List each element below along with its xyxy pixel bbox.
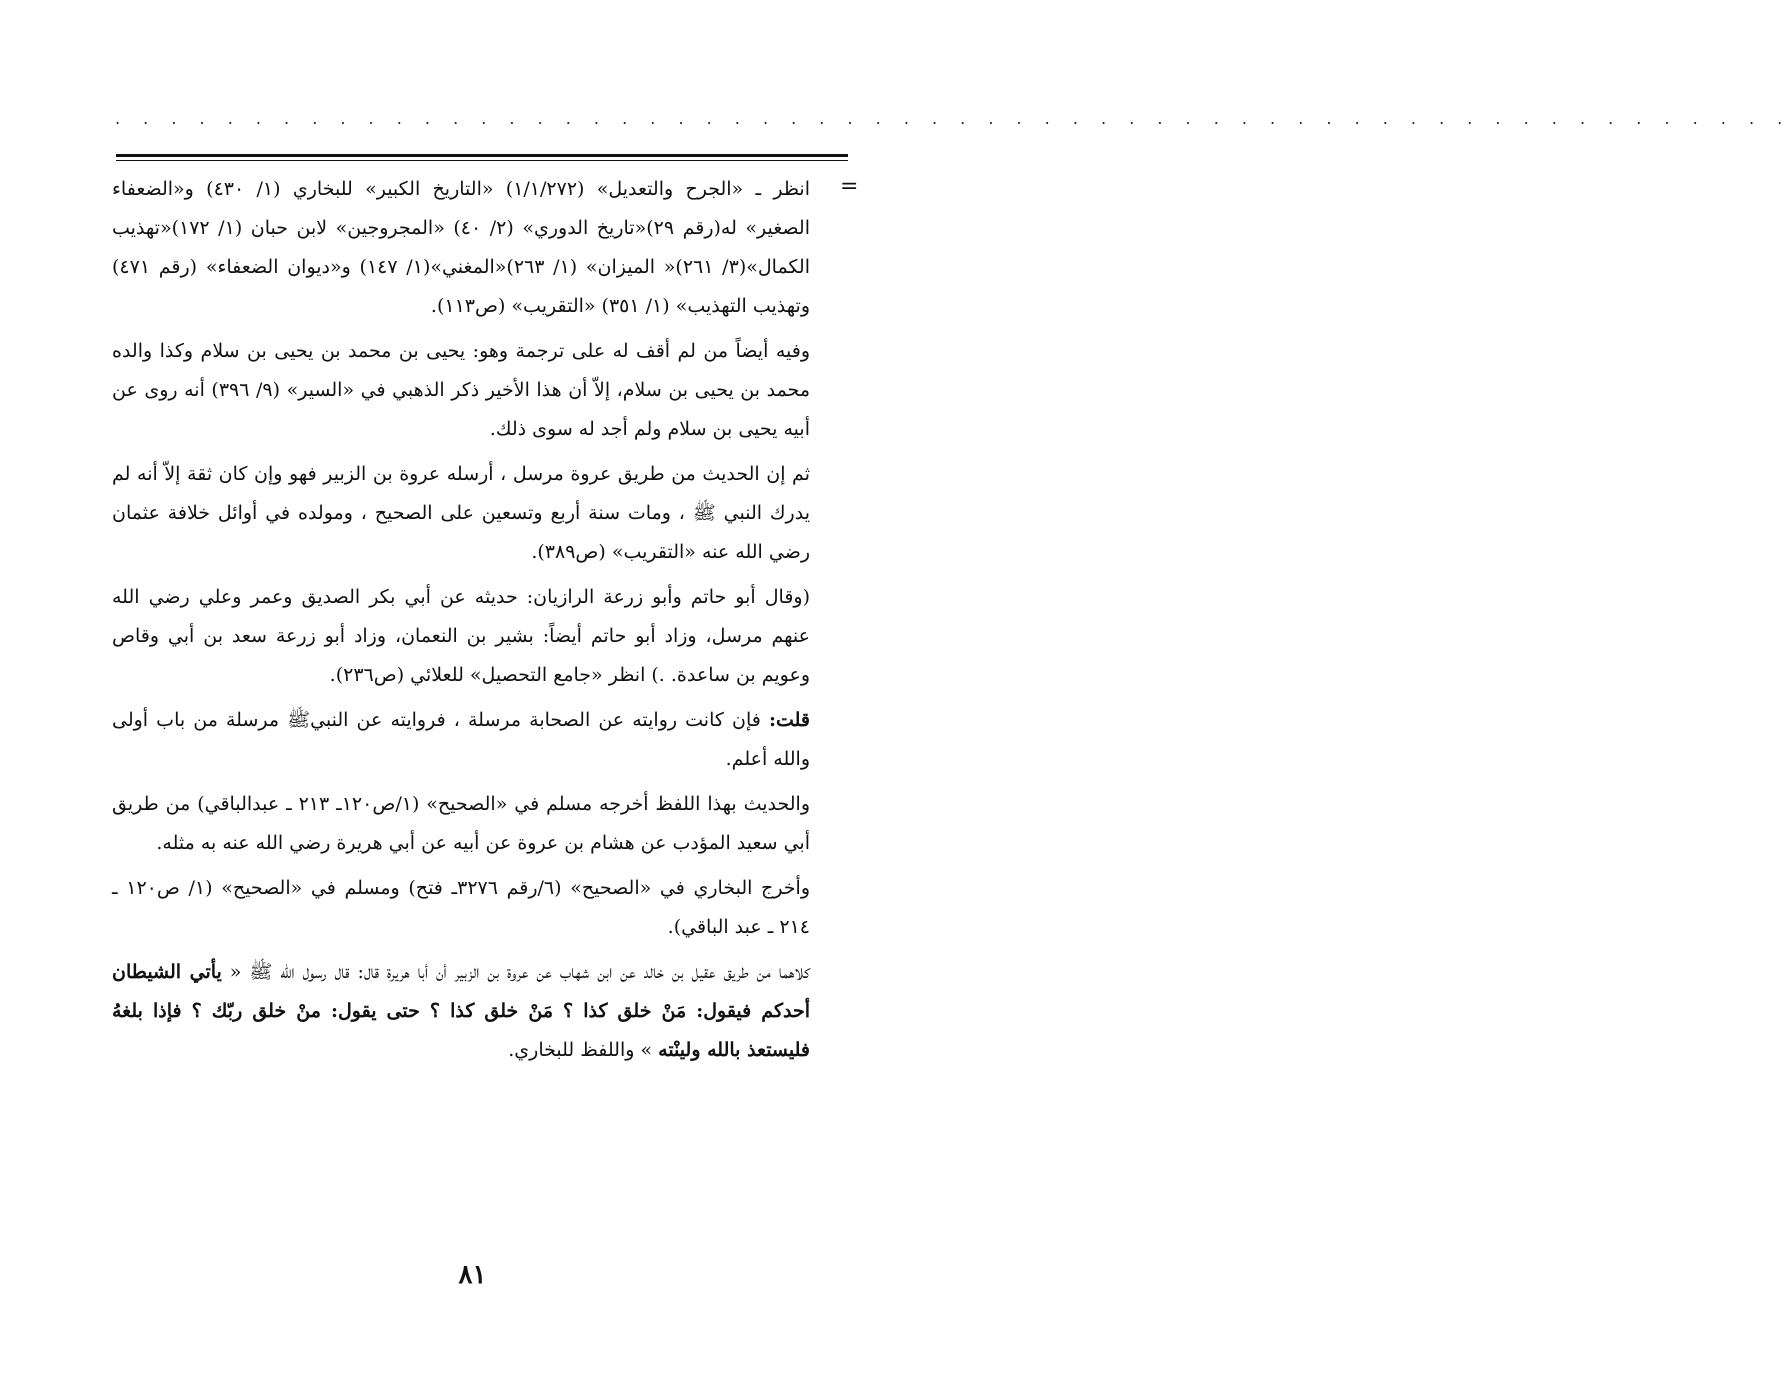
paragraph-7 — [112, 953, 810, 1070]
paragraph-5: والحديث بهذا اللفظ أخرجه مسلم في «الصحيح» (١/ص١٢٠ـ ٢١٣ ـ عبدالباقي) من طريق أبي سعيد المؤدب عن هشام بن عروة عن أبيه عن أبي هريرة رضي الله عنه به مثله. — [112, 793, 810, 854]
paragraph-4-text: فإن كانت روايته عن الصحابة مرسلة ، فروايته عن النبيﷺ مرسلة من باب أولى والله أعلم. — [112, 709, 810, 770]
paragraph-4 — [112, 701, 810, 779]
paragraph-6: وأخرج البخاري في «الصحيح» (٦/رقم ٣٢٧٦ـ فتح) ومسلم في «الصحيح» (١/ ص١٢٠ ـ ٢١٤ ـ عبد الباقي). — [112, 877, 810, 938]
paragraph-1: وفيه أيضاً من لم أقف له على ترجمة وهو: يحيى بن محمد بن يحيى بن سلام وكذا والده محمد بن يحيى بن سلام، إلاّ أن هذا الأخير ذكر الذهبي في «السير» (٩/ ٣٩٦) أنه روى عن أبيه يحيى بن سلام ولم أجد له سوى ذلك. — [112, 340, 810, 440]
hadith-quote: يأتي الشيطان أحدكم فيقول: مَنْ خلق كذا ؟ مَنْ خلق كذا ؟ حتى يقول: منْ خلق ربّك ؟ فإذا بلغهُ فليستعذ بالله ولينْته — [112, 961, 810, 1061]
footnote-rule-thick — [116, 154, 848, 157]
paragraph-4-lead: قلت: — [768, 709, 810, 731]
paragraph-7-intro: كلاهما من طريق عقيل بن خالد عن ابن شهاب عن عروة بن الزبير أن أبا هريرة قال: قال رسول الله ﷺ « — [221, 961, 810, 983]
dotted-separator: . . . . . . . . . . . . . . . . . . . . . . . . . . . . . . . . . . . . . . . . . . . . . . . . . . . . . . . . . . . . — [115, 109, 1791, 128]
footnote-rule-thin — [116, 160, 848, 161]
footnote-paragraph: انظر ـ «الجرح والتعديل» (١/١/٢٧٢) «التاريخ الكبير» للبخاري (١/ ٤٣٠) و«الضعفاء الصغير» له(رقم ٢٩)«تاريخ الدوري» (٢/ ٤٠) «المجروجين» لابن حبان (١/ ١٧٢)«تهذيب الكمال»(٣/ ٢٦١)« الميزان» (١/ ٢٦٣)«المغني»(١/ ١٤٧) و«ديوان الضعفاء» (رقم ٤٧١) وتهذيب التهذيب» (١/ ٣٥١) «التقريب» (ص١١٣). — [112, 178, 811, 317]
paragraph-3: (وقال أبو حاتم وأبو زرعة الرازيان: حديثه عن أبي بكر الصديق وعمر وعلي رضي الله عنهم مرسل، وزاد أبو حاتم أيضاً: بشير بن النعمان، وزاد أبو زرعة سعد بن أبي وقاص وعويم بن ساعدة. .) انظر «جامع التحصيل» للعلائي (ص٢٣٦). — [112, 586, 810, 686]
paragraph-7-outro: » واللفظ للبخاري. — [508, 1039, 659, 1061]
paragraph-2: ثم إن الحديث من طريق عروة مرسل ، أرسله عروة بن الزبير فهو وإن كان ثقة إلاّ أنه لم يدرك النبي ﷺ ، ومات سنة أربع وتسعين على الصحيح ، ومولده في أوائل خلافة عثمان رضي الله عنه «التقريب» (ص٣٨٩). — [112, 463, 810, 563]
continuation-mark: = — [840, 174, 859, 199]
page-number: ٨١ — [458, 1260, 487, 1290]
text-body — [112, 170, 810, 1076]
